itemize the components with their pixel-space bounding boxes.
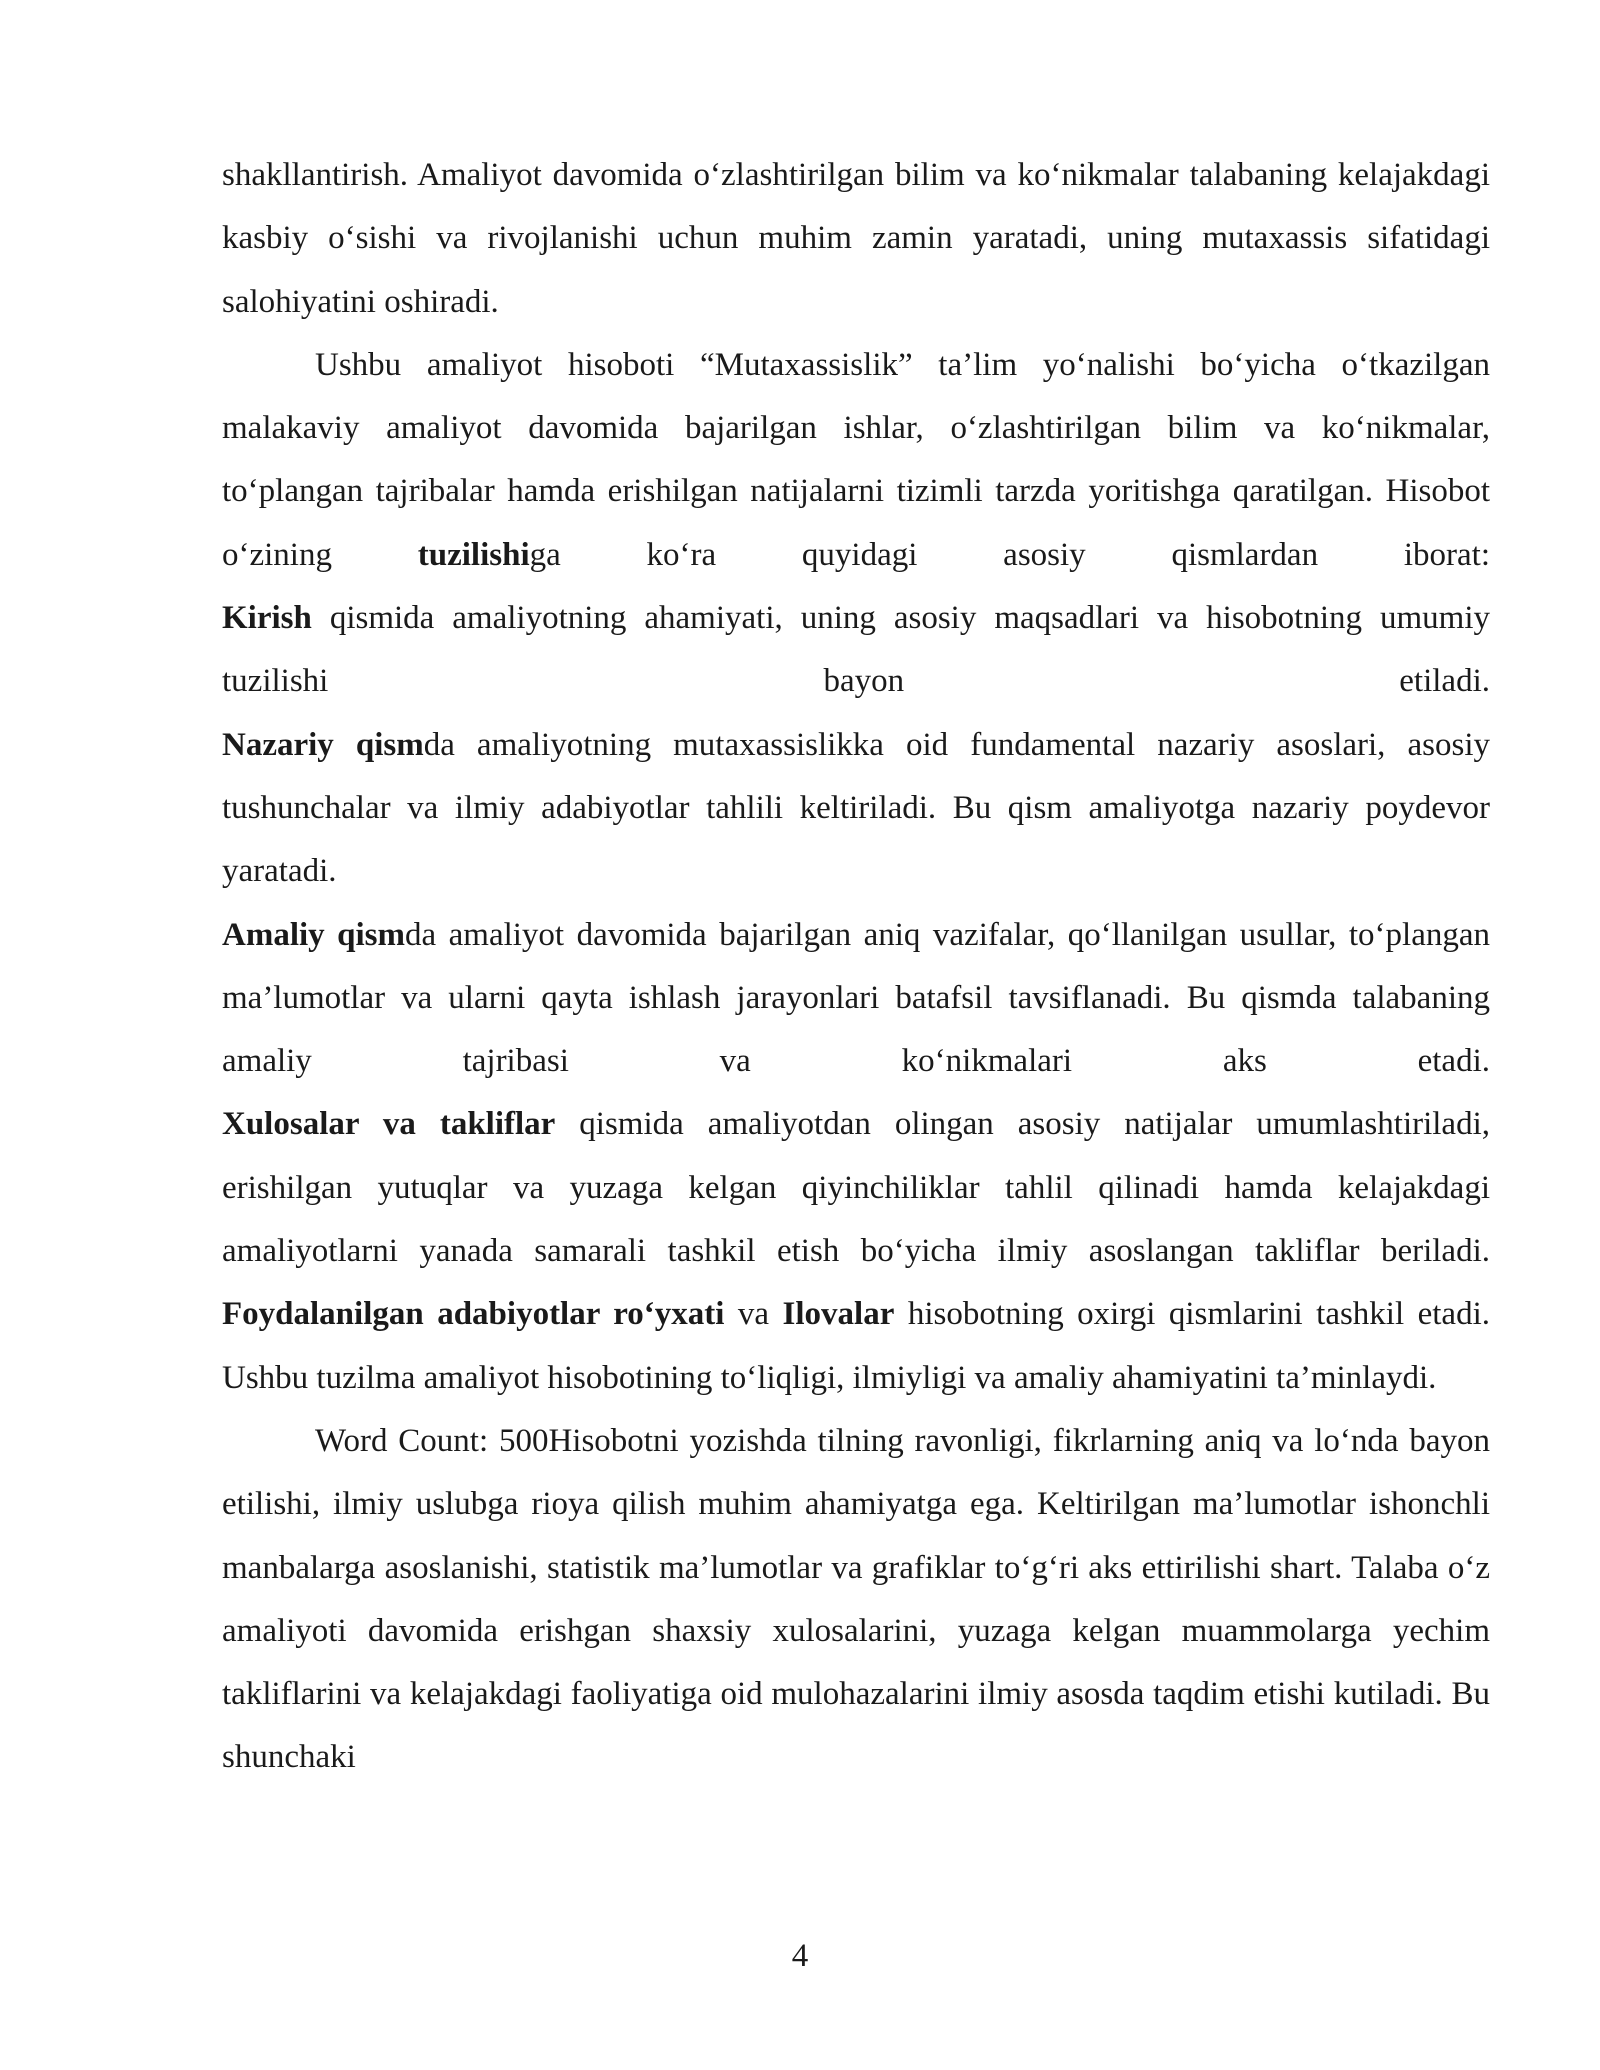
foydalanilgan-text: hisobotning oxirgi qismlarini tashkil etadi. Ushbu tuzilma amaliyot hisobotining to‘liqligi, ilmiyligi va amaliy ahamiyatini ta’minlaydi. xyxy=(222,1296,1490,1396)
paragraph-2-intro xyxy=(222,334,1490,587)
kirish-heading: Kirish xyxy=(222,600,312,637)
xulosa-text: qismida amaliyotdan olingan asosiy natijalar umumlashtiriladi, erishilgan yutuqlar va yuzaga kelgan qiyinchiliklar tahlil qilinadi hamda kelajakdagi amaliyotlarni yanada samarali tashkil etish bo‘yicha ilmiy asoslangan takliflar beriladi. xyxy=(222,1106,1491,1270)
section-xulosa xyxy=(222,1093,1490,1283)
document-page xyxy=(222,144,1490,1790)
paragraph-2-intro-after: ga ko‘ra quyidagi asosiy qismlardan iborat: xyxy=(529,536,1490,573)
foydalanilgan-heading: Foydalanilgan adabiyotlar ro‘yxati xyxy=(222,1296,725,1333)
amaliy-heading: Amaliy qism xyxy=(222,916,405,953)
amaliy-text: da amaliyot davomida bajarilgan aniq vazifalar, qo‘llanilgan usullar, to‘plangan ma’lumotlar va ularni qayta ishlash jarayonlari batafsil tavsiflanadi. Bu qismda talabaning amaliy tajribasi va ko‘nikmalari aks etadi. xyxy=(222,916,1490,1080)
paragraph-3: Word Count: 500Hisobotni yozishda tilning ravonligi, fikrlarning aniq va lo‘nda bayon etilishi, ilmiy uslubga rioya qilish muhim ahamiyatga ega. Keltirilgan ma’lumotlar ishonchli manbalarga asoslanishi, statistik ma’lumotlar va grafiklar to‘g‘ri aks ettirilishi shart. Talaba o‘z amaliyoti davomida erishgan shaxsiy xulosalarini, yuzaga kelgan muammolarga yechim takliflarini va kelajakdagi faoliyatiga oid mulohazalarini ilmiy asosda taqdim etishi kutiladi. Bu shunchaki xyxy=(222,1422,1490,1776)
ilovalar-heading: Ilovalar xyxy=(782,1296,895,1333)
nazariy-text: da amaliyotning mutaxassislikka oid fundamental nazariy asoslari, asosiy tushunchalar va ilmiy adabiyotlar tahlili keltiriladi. Bu qism amaliyotga nazariy poydevor yaratadi. xyxy=(222,726,1490,890)
kirish-text: qismida amaliyotning ahamiyati, uning asosiy maqsadlari va hisobotning umumiy tuzilishi bayon etiladi. xyxy=(222,600,1490,700)
xulosa-heading: Xulosalar va takliflar xyxy=(222,1106,556,1143)
foydalanilgan-connector: va xyxy=(724,1296,783,1333)
page-number: 4 xyxy=(791,1938,809,1974)
tuzilishi-bold: tuzilishi xyxy=(417,536,530,573)
section-amaliy xyxy=(222,904,1490,1094)
paragraph-1: shakllantirish. Amaliyot davomida o‘zlashtirilgan bilim va ko‘nikmalar talabaning kelajakdagi kasbiy o‘sishi va rivojlanishi uchun muhim zamin yaratadi, uning mutaxassis sifatidagi salohiyatini oshiradi. xyxy=(222,157,1490,320)
section-kirish xyxy=(222,587,1490,714)
section-nazariy xyxy=(222,714,1490,904)
section-foydalanilgan xyxy=(222,1283,1490,1410)
nazariy-heading: Nazariy qism xyxy=(222,726,424,763)
paragraph-2-intro-text: Ushbu amaliyot hisoboti “Mutaxassislik” ta’lim yo‘nalishi bo‘yicha o‘tkazilgan malakaviy amaliyot davomida bajarilgan ishlar, o‘zlashtirilgan bilim va ko‘nikmalar, to‘plangan tajribalar hamda erishilgan natijalarni tizimli tarzda yoritishga qaratilgan. Hisobot o‘zining xyxy=(222,346,1490,573)
